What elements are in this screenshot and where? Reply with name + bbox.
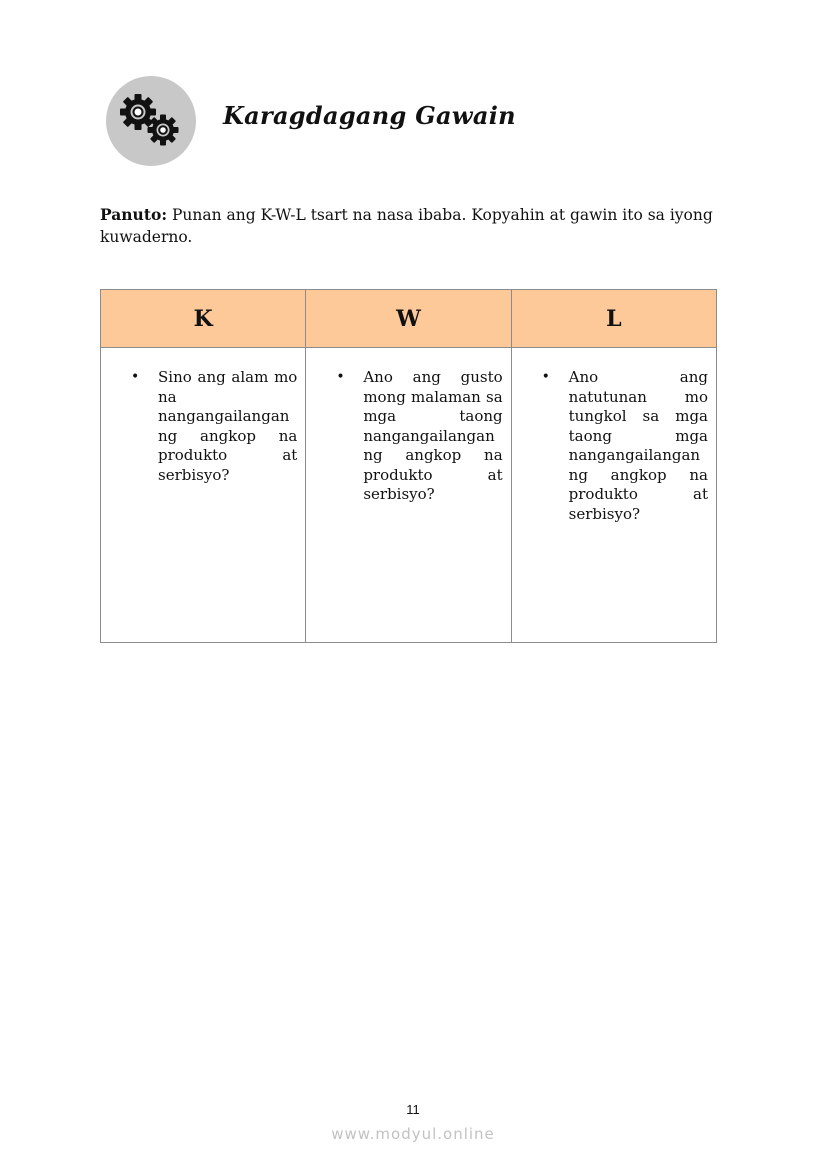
bullet-icon: • [336,369,345,385]
kwl-item-w: Ano ang gusto mong malaman sa mga taong nangangailangan ng angkop na produkto at serbisyo? [363,368,503,503]
instruction-label: Panuto: [100,205,168,224]
list-item [542,368,708,524]
bullet-icon: • [541,369,550,385]
kwl-body-row [101,348,717,643]
list-item [131,368,297,485]
page-number: 11 [406,1102,420,1117]
kwl-item-l: Ano ang natutunan mo tungkol sa mga taong mga nangangailangan ng angkop na produkto at serbisyo? [568,368,708,523]
kwl-cell-l [511,348,716,643]
kwl-cell-k [101,348,306,643]
list-item [336,368,502,505]
watermark: www.modyul.online [331,1125,495,1143]
gears-icon [106,76,196,166]
kwl-list-l [512,348,716,524]
kwl-table [100,289,717,643]
gears-graphic [106,76,196,166]
instruction-text: Punan ang K-W-L tsart na nasa ibaba. Kopyahin at gawin ito sa iyong kuwaderno. [100,206,713,246]
kwl-header-row [101,290,717,348]
kwl-item-k: Sino ang alam mo na nangangailangan ng angkop na produkto at serbisyo? [158,368,298,484]
kwl-list-k [101,348,305,485]
page-title: Karagdagang Gawain [223,101,516,130]
kwl-header-k: K [101,290,306,348]
kwl-cell-w [306,348,511,643]
bullet-icon: • [131,369,140,385]
kwl-list-w [306,348,510,505]
kwl-header-w: W [306,290,511,348]
instruction-paragraph [100,204,740,248]
kwl-header-l: L [511,290,716,348]
